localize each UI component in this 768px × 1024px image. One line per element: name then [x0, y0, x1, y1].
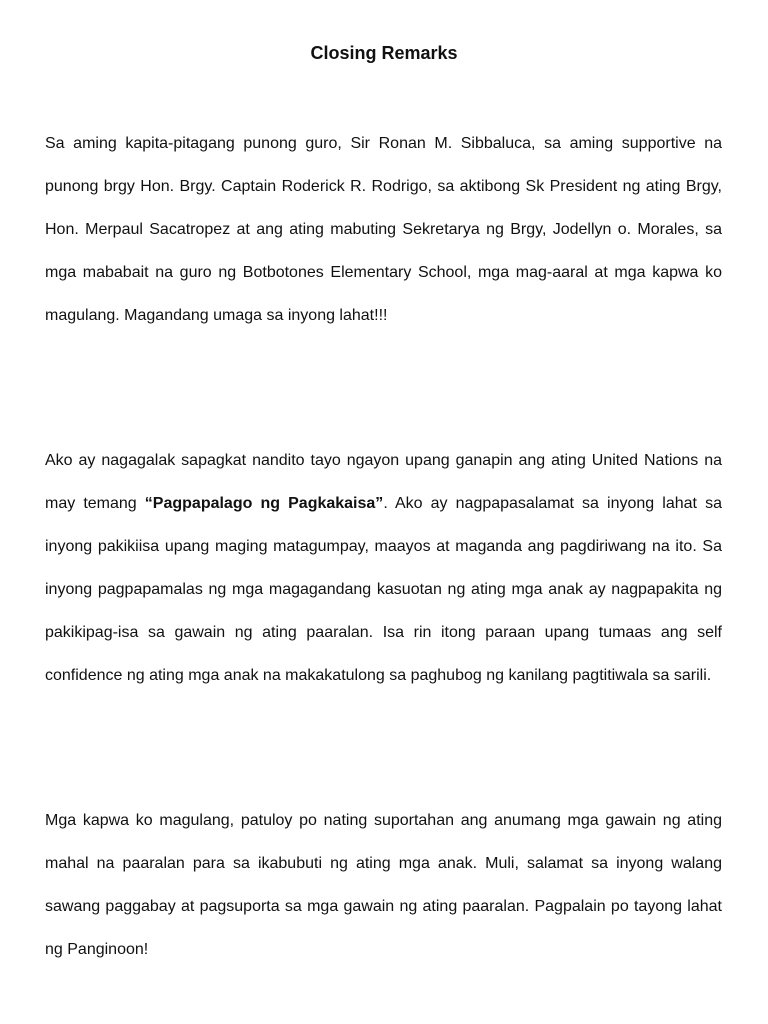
paragraph-text: Ako ay nagagalak sapagkat nandito tayo ngayon upang ganapin ang ating United Nations na may temang	[45, 452, 722, 512]
paragraph-text: . Ako ay nagpapasalamat sa inyong lahat sa inyong pakikiisa upang maging matagumpay, maayos at maganda ang pagdiriwang na ito. Sa inyong pagpapamalas ng mga magagandang kasuotan ng ating mga anak ay nagpapakita ng pakikipag-isa sa gawain ng ating paaralan. Isa rin itong paraan upang tumaas ang self confidence ng ating mga anak na makakatulong sa paghubog ng kanilang pagtitiwala sa sarili.	[45, 495, 722, 684]
paragraph-closing: Mga kapwa ko magulang, patuloy po nating suportahan ang anumang mga gawain ng ating mahal na paaralan para sa ikabubuti ng ating mga anak. Muli, salamat sa inyong walang sawang paggabay at pagsuporta sa mga gawain ng ating paaralan. Pagpalain po tayong lahat ng Panginoon!	[45, 812, 722, 958]
paragraph-united-nations	[45, 439, 722, 697]
theme-text: “Pagpapalago ng Pagkakaisa”	[144, 495, 384, 512]
document-title: Closing Remarks	[310, 43, 458, 63]
paragraph-greeting: Sa aming kapita-pitagang punong guro, Sir Ronan M. Sibbaluca, sa aming supportive na punong brgy Hon. Brgy. Captain Roderick R. Rodrigo, sa aktibong Sk President ng ating Brgy, Hon. Merpaul Sacatropez at ang ating mabuting Sekretarya ng Brgy, Jodellyn o. Morales, sa mga mababait na guro ng Botbotones Elementary School, mga mag-aaral at mga kapwa ko magulang. Magandang umaga sa inyong lahat!!!	[45, 135, 722, 324]
